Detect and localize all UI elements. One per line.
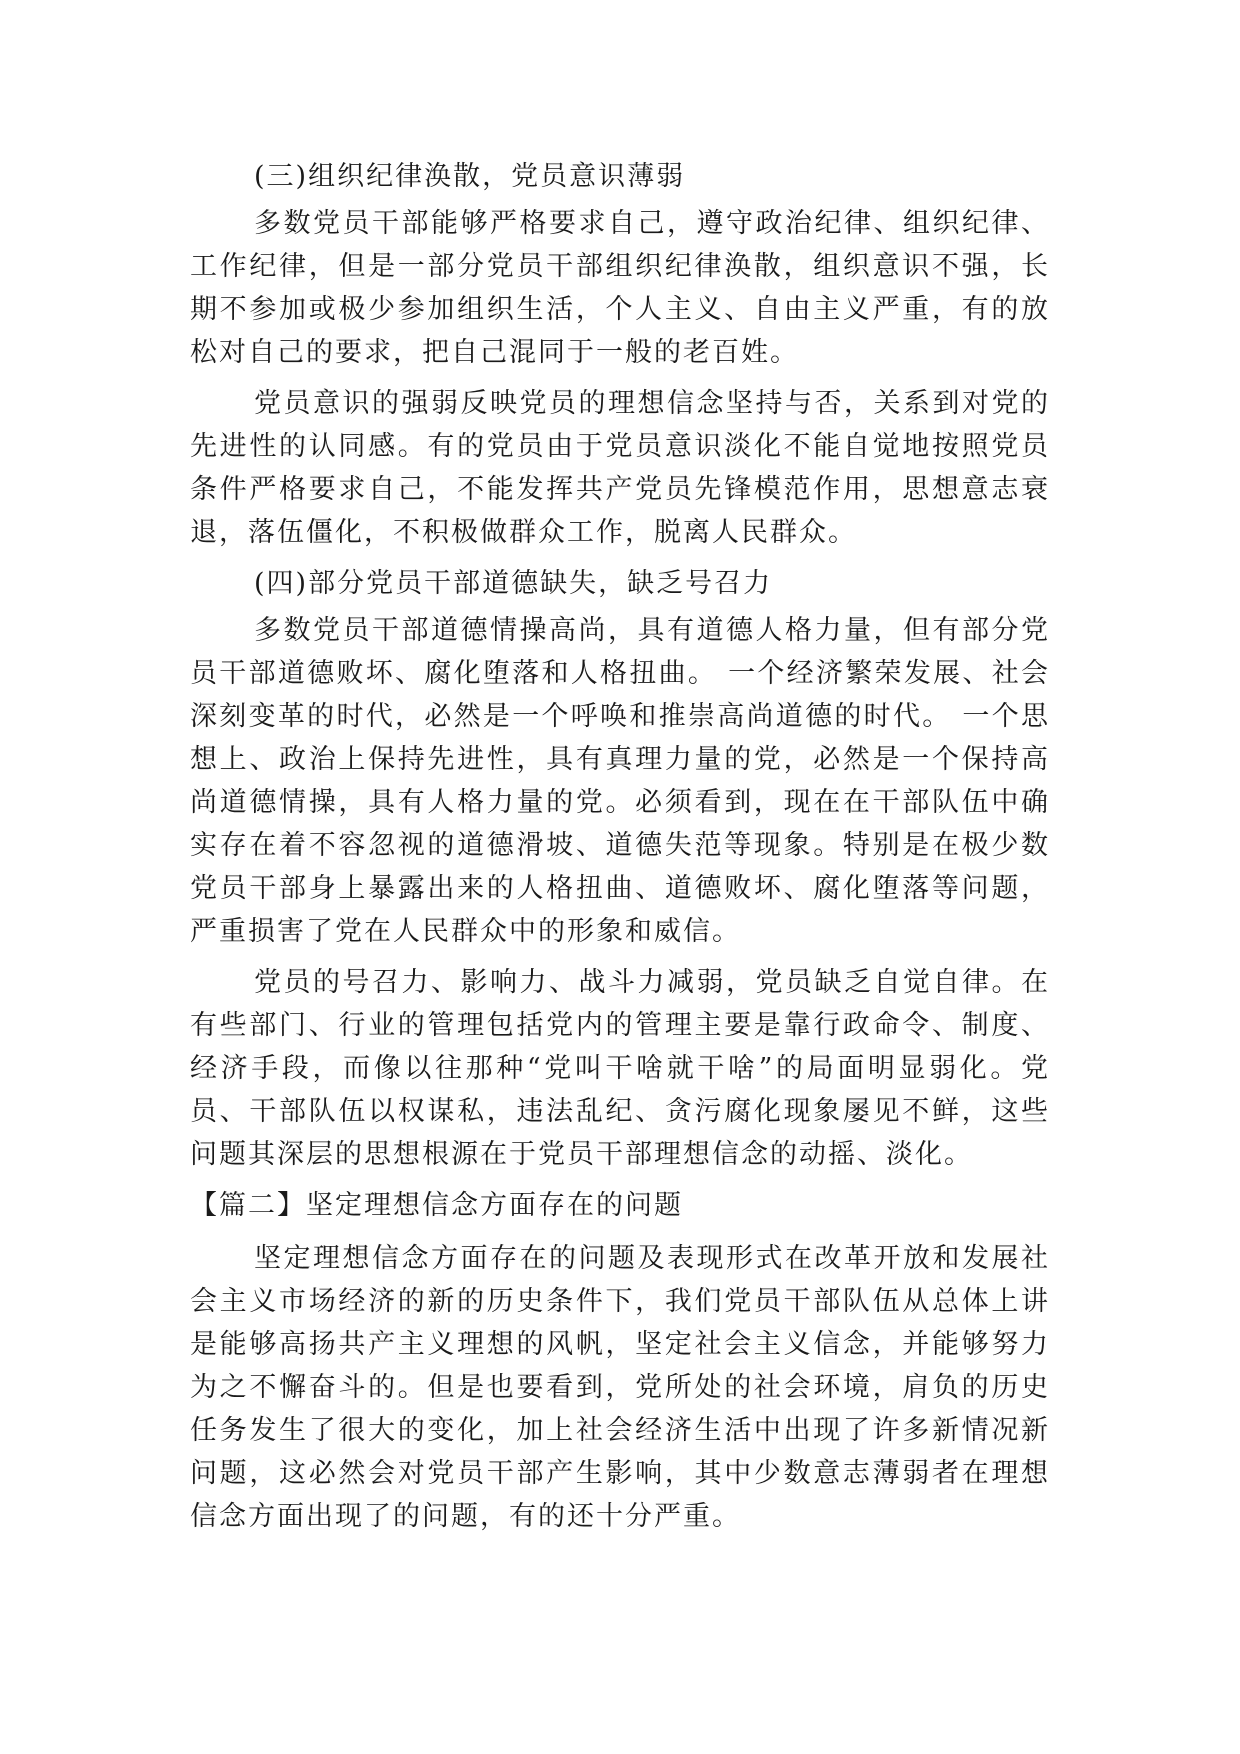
document-page xyxy=(190,155,1050,1546)
paragraph: 坚定理想信念方面存在的问题及表现形式在改革开放和发展社会主义市场经济的新的历史条件下，我们党员干部队伍从总体上讲是能够高扬共产主义理想的风帆，坚定社会主义信念，并能够努力为之不懈奋斗的。但是也要看到，党所处的社会环境，肩负的历史任务发生了很大的变化，加上社会经济生活中出现了许多新情况新问题，这必然会对党员干部产生影响，其中少数意志薄弱者在理想信念方面出现了的问题，有的还十分严重。 xyxy=(190,1243,1050,1532)
paragraph: 多数党员干部能够严格要求自己，遵守政治纪律、组织纪律、工作纪律，但是一部分党员干部组织纪律涣散，组织意识不强，长期不参加或极少参加组织生活，个人主义、自由主义严重，有的放松对自己的要求，把自己混同于一般的老百姓。 xyxy=(190,208,1050,368)
heading-section-3: (三)组织纪律涣散，党员意识薄弱 xyxy=(254,161,686,192)
heading-section-4: (四)部分党员干部道德缺失，缺乏号召力 xyxy=(254,568,773,599)
paragraph: 党员意识的强弱反映党员的理想信念坚持与否，关系到对党的先进性的认同感。有的党员由于党员意识淡化不能自觉地按照党员条件严格要求自己，不能发挥共产党员先锋模范作用，思想意志衰退，落伍僵化，不积极做群众工作，脱离人民群众。 xyxy=(190,388,1050,548)
section-title-part-2: 【篇二】坚定理想信念方面存在的问题 xyxy=(190,1190,683,1221)
paragraph: 党员的号召力、影响力、战斗力减弱，党员缺乏自觉自律。在有些部门、行业的管理包括党内的管理主要是靠行政命令、制度、经济手段，而像以往那种“党叫干啥就干啥”的局面明显弱化。党员、干部队伍以权谋私，违法乱纪、贪污腐化现象屡见不鲜，这些问题其深层的思想根源在于党员干部理想信念的动摇、淡化。 xyxy=(190,967,1050,1170)
paragraph: 多数党员干部道德情操高尚，具有道德人格力量，但有部分党员干部道德败坏、腐化堕落和人格扭曲。 一个经济繁荣发展、社会深刻变革的时代，必然是一个呼唤和推崇高尚道德的时代。 一个思想上、政治上保持先进性，具有真理力量的党，必然是一个保持高尚道德情操，具有人格力量的党。必须看到，现在在干部队伍中确实存在着不容忽视的道德滑坡、道德失范等现象。特别是在极少数党员干部身上暴露出来的人格扭曲、道德败坏、腐化堕落等问题，严重损害了党在人民群众中的形象和威信。 xyxy=(190,615,1050,947)
